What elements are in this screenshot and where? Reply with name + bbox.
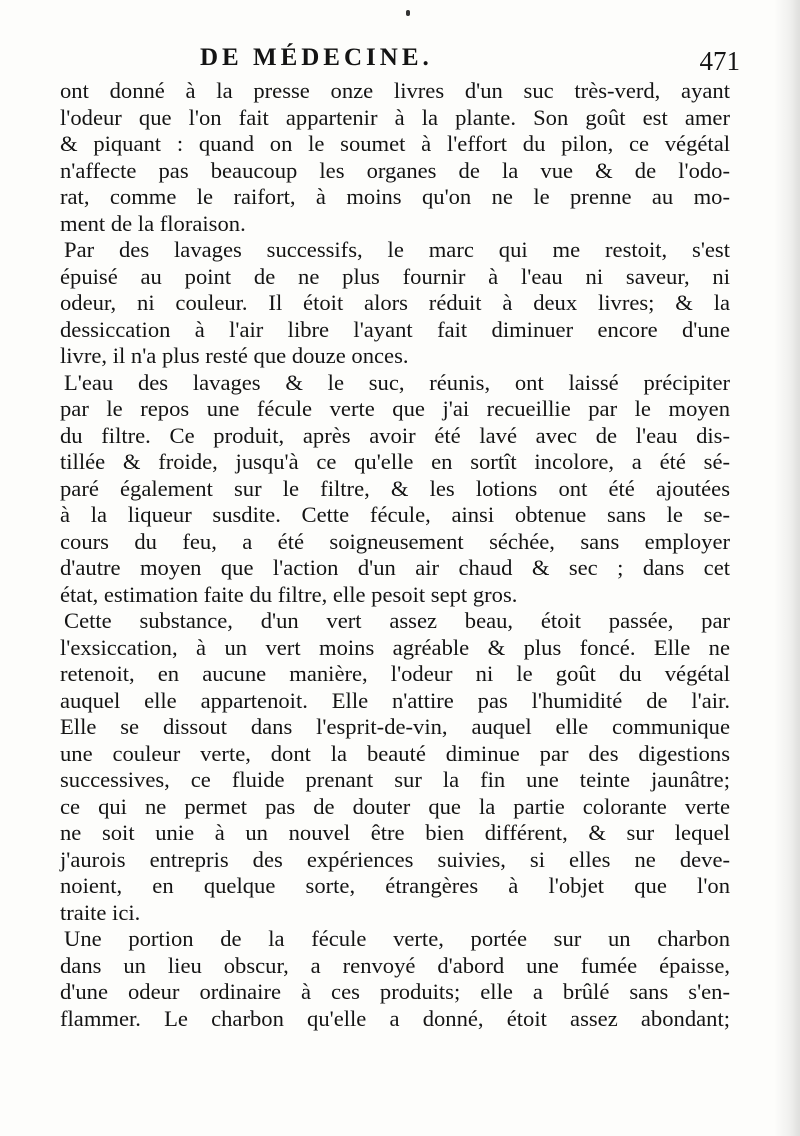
text-line: retenoit, en aucune manière, l'odeur ni le goût du végétal — [60, 661, 730, 686]
text-line: ont donné à la presse onze livres d'un suc très-verd, ayant — [60, 78, 730, 103]
text-line: du filtre. Ce produit, après avoir été lavé avec de l'eau dis- — [60, 422, 730, 448]
text-line: ne soit unie à un nouvel être bien différent, & sur lequel — [60, 820, 730, 845]
text-line: Cette substance, d'un vert assez beau, étoit passée, par — [64, 608, 730, 633]
page-number: 471 — [699, 46, 740, 76]
text-line: d'une odeur ordinaire à ces produits; elle a brûlé sans s'en- — [60, 979, 730, 1004]
text-line: tillée & froide, jusqu'à ce qu'elle en sortît incolore, a été sé- — [60, 449, 730, 474]
text-line: Une portion de la fécule verte, portée sur un charbon — [64, 926, 730, 951]
text-line: Par des lavages successifs, le marc qui me restoit, s'est — [64, 237, 730, 262]
text-line: noient, en quelque sorte, étrangères à l'objet que l'on — [60, 873, 730, 898]
text-line: traite ici. — [60, 899, 141, 925]
text-line: odeur, ni couleur. Il étoit alors réduit à deux livres; & la — [60, 290, 730, 315]
text-line: dessiccation à l'air libre l'ayant fait diminuer encore d'une — [60, 316, 730, 342]
text-line: ce qui ne permet pas de douter que la partie colorante verte — [60, 793, 730, 819]
text-line: épuisé au point de ne plus fournir à l'eau ni saveur, ni — [60, 263, 730, 289]
running-head: DE MÉDECINE. — [200, 44, 433, 71]
text-line: à la liqueur susdite. Cette fécule, ainsi obtenue sans le se- — [60, 502, 730, 527]
text-line: l'exsiccation, à un vert moins agréable & plus foncé. Elle ne — [60, 634, 730, 660]
page-header — [60, 44, 740, 78]
text-line: j'aurois entrepris des expériences suivies, si elles ne deve- — [60, 846, 730, 872]
body-text — [60, 78, 730, 1032]
page-edge-shadow — [774, 0, 800, 1136]
print-mark — [406, 10, 410, 16]
text-line: & piquant : quand on le soumet à l'effort du pilon, ce végétal — [60, 131, 730, 156]
text-line: paré également sur le filtre, & les lotions ont été ajoutées — [60, 475, 730, 501]
text-line: dans un lieu obscur, a renvoyé d'abord une fumée épaisse, — [60, 952, 730, 978]
text-line: flammer. Le charbon qu'elle a donné, étoit assez abondant; — [60, 1005, 730, 1031]
text-line: auquel elle appartenoit. Elle n'attire pas l'humidité de l'air. — [60, 687, 730, 713]
text-line: Elle se dissout dans l'esprit-de-vin, auquel elle communique — [60, 714, 730, 739]
text-line: état, estimation faite du filtre, elle pesoit sept gros. — [60, 581, 518, 607]
text-line: par le repos une fécule verte que j'ai recueillie par le moyen — [60, 396, 730, 421]
text-line: n'affecte pas beaucoup les organes de la vue & de l'odo- — [60, 157, 730, 183]
text-line: L'eau des lavages & le suc, réunis, ont laissé précipiter — [64, 369, 730, 395]
text-line: livre, il n'a plus resté que douze onces. — [60, 343, 409, 368]
text-line: rat, comme le raifort, à moins qu'on ne le prenne au mo- — [60, 184, 730, 209]
text-line: l'odeur que l'on fait appartenir à la plante. Son goût est amer — [60, 104, 730, 130]
text-line: successives, ce fluide prenant sur la fin une teinte jaunâtre; — [60, 767, 730, 792]
text-line: d'autre moyen que l'action d'un air chaud & sec ; dans cet — [60, 555, 730, 580]
text-line: ment de la floraison. — [60, 210, 246, 236]
text-line: une couleur verte, dont la beauté diminue par des digestions — [60, 740, 730, 766]
text-line: cours du feu, a été soigneusement séchée, sans employer — [60, 528, 730, 554]
